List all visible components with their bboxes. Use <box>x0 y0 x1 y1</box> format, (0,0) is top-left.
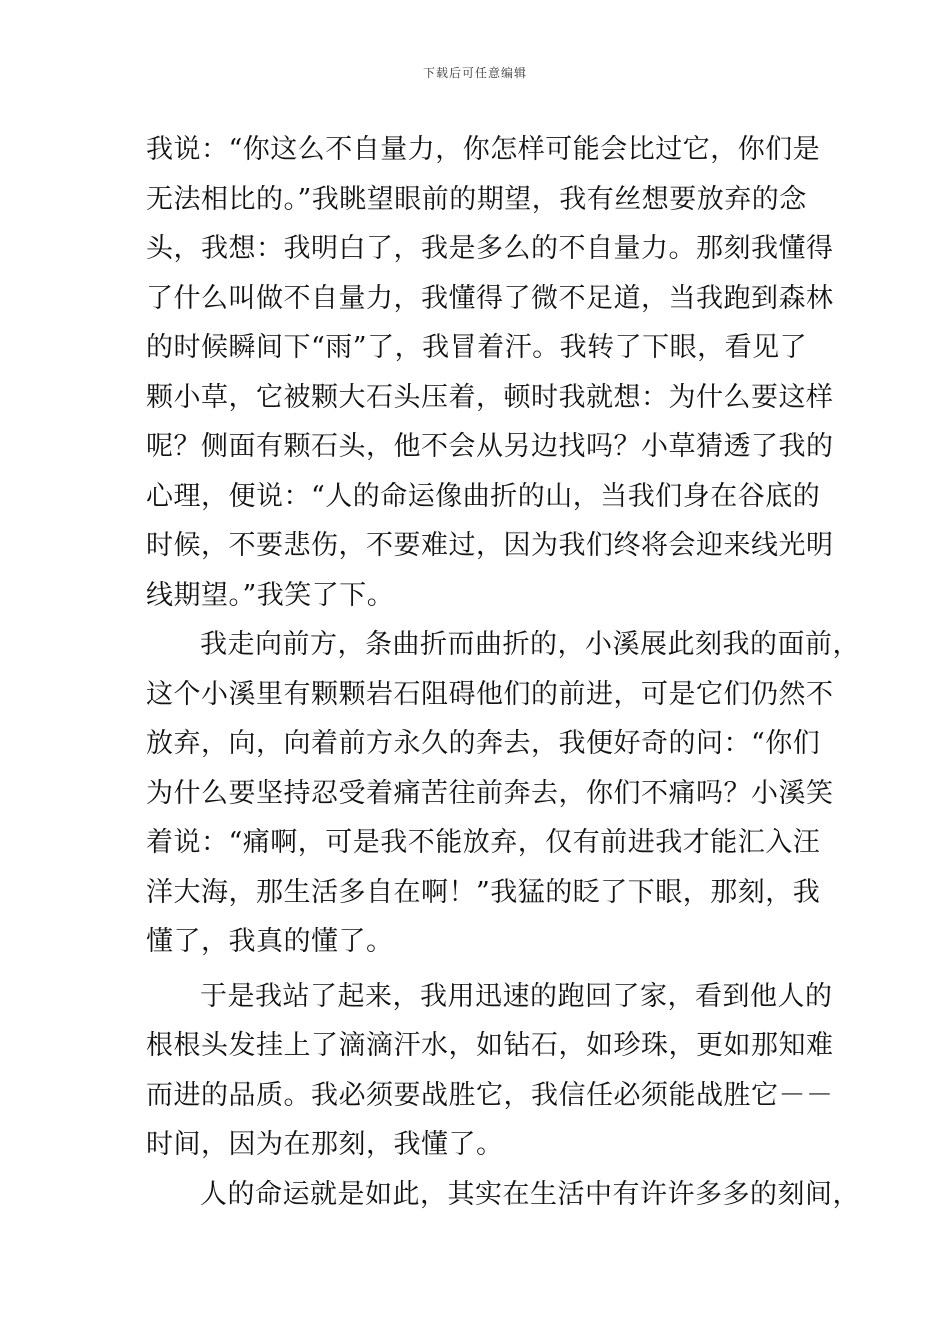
text-line: 着说：“痛啊，可是我不能放弃，仅有前进我才能汇入汪 <box>146 827 821 858</box>
text-line: 而进的品质。我必须要战胜它，我信任必须能战胜它－－ <box>146 1080 834 1111</box>
text-line: 放弃，向，向着前方永久的奔去，我便好奇的问：“你们 <box>146 728 821 759</box>
text-line: 呢？侧面有颗石头，他不会从另边找吗？小草猜透了我的 <box>146 431 834 462</box>
text-line: 时间，因为在那刻，我懂了。 <box>146 1129 504 1160</box>
text-line: 根根头发挂上了滴滴汗水，如钻石，如珍珠，更如那知难 <box>146 1030 834 1061</box>
text-line: 了什么叫做不自量力，我懂得了微不足道，当我跑到森林 <box>146 283 834 314</box>
page-header: 下载后可任意编辑 <box>422 66 527 80</box>
text-line: 的时候瞬间下“雨”了，我冒着汗。我转了下眼，看见了 <box>146 332 808 363</box>
text-line: 为什么要坚持忍受着痛苦往前奔去，你们不痛吗？小溪笑 <box>146 778 834 809</box>
text-line: 心理，便说：“人的命运像曲折的山，当我们身在谷底的 <box>146 481 821 512</box>
text-line: 这个小溪里有颗颗岩石阻碍他们的前进，可是它们仍然不 <box>146 679 834 710</box>
text-line: 懂了，我真的懂了。 <box>146 926 394 957</box>
text-line: 颗小草，它被颗大石头压着，顿时我就想：为什么要这样 <box>146 382 834 413</box>
text-line: 无法相比的。”我眺望眼前的期望，我有丝想要放弃的念 <box>146 184 807 215</box>
paragraph-first-line: 我走向前方，条曲折而曲折的，小溪展此刻我的面前， <box>200 629 860 660</box>
text-line: 我说：“你这么不自量力，你怎样可能会比过它，你们是 <box>146 134 821 165</box>
text-line: 头，我想：我明白了，我是多么的不自量力。那刻我懂得 <box>146 233 834 264</box>
text-line: 洋大海，那生活多自在啊！”我猛的眨了下眼，那刻，我 <box>146 877 821 908</box>
text-line: 线期望。”我笑了下。 <box>146 580 395 611</box>
paragraph-first-line: 人的命运就是如此，其实在生活中有许许多多的刻间， <box>200 1179 860 1210</box>
paragraph-first-line: 于是我站了起来，我用迅速的跑回了家，看到他人的 <box>200 981 833 1012</box>
text-line: 时候，不要悲伤，不要难过，因为我们终将会迎来线光明 <box>146 530 834 561</box>
